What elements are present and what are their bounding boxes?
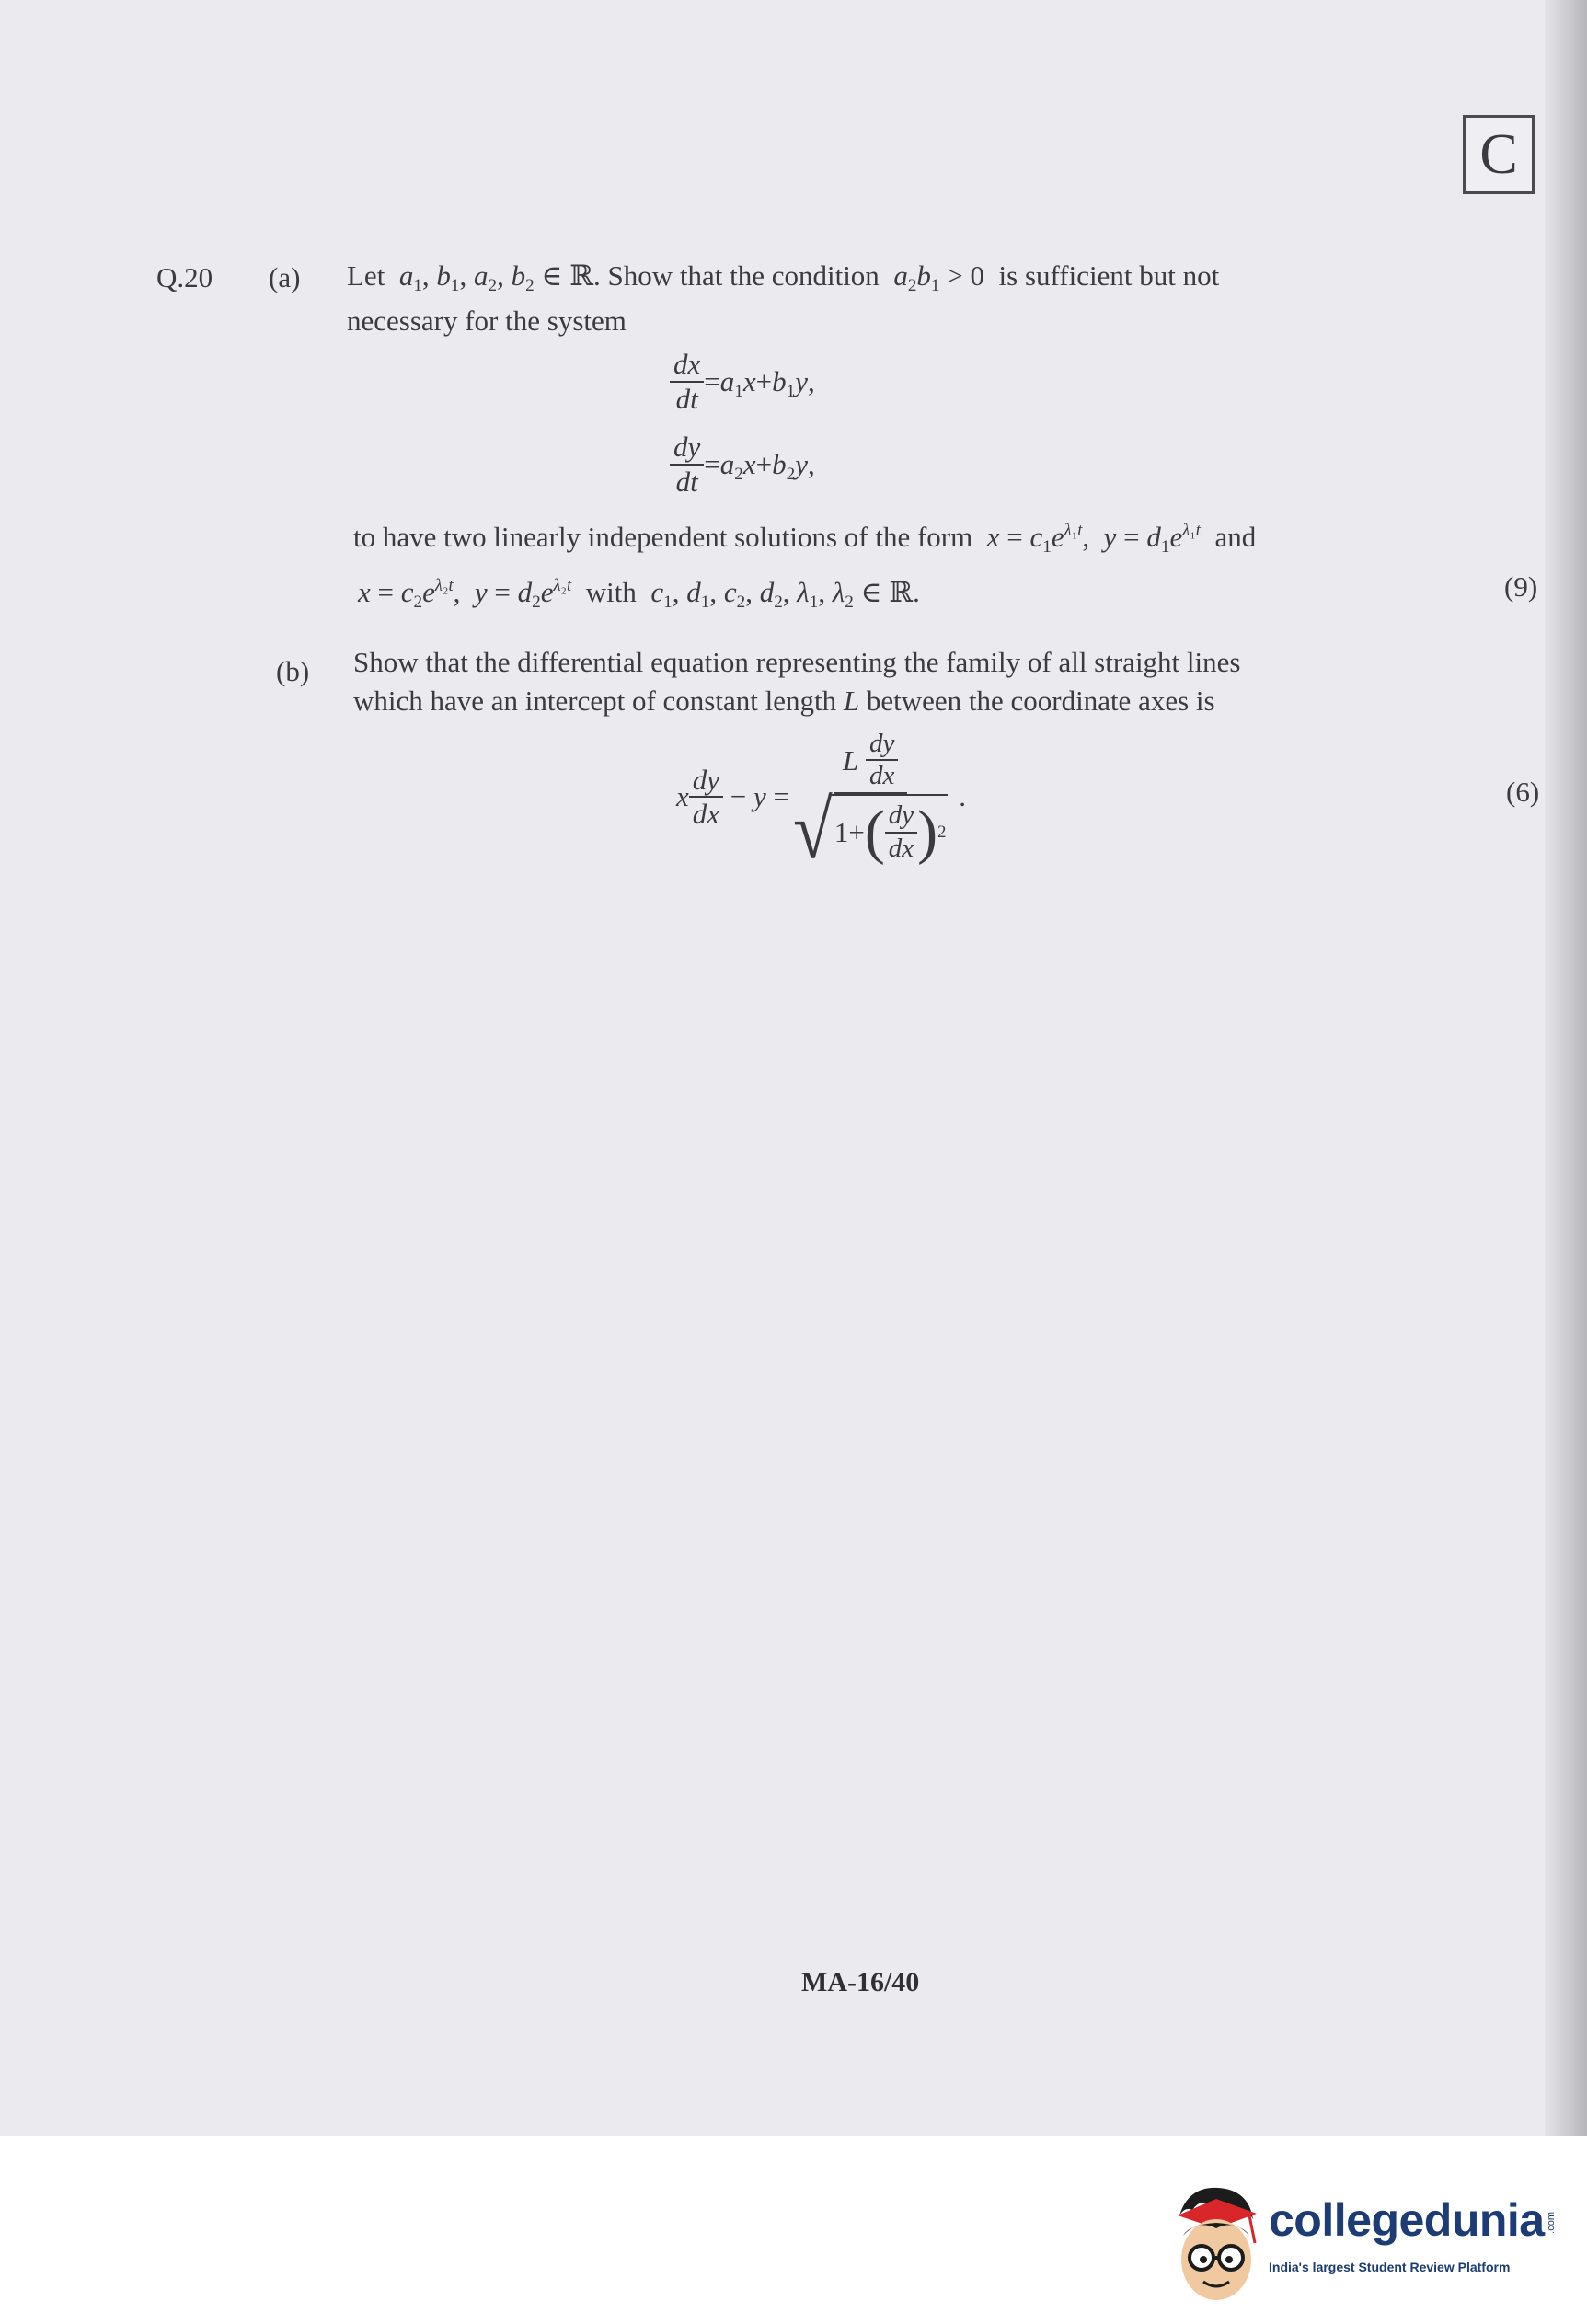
- part-b-length-var: L: [843, 685, 860, 717]
- part-b-label: (b): [276, 655, 310, 687]
- part-b-line-2: [353, 685, 1215, 718]
- part-b-marks: (6): [1506, 776, 1540, 808]
- part-a-line-2: necessary for the system: [347, 305, 627, 337]
- part-a-and: and: [1214, 521, 1257, 553]
- part-b-line-1: Show that the differential equation representing the family of all straight lines: [353, 646, 1241, 678]
- differential-equation: x $\frac{dy}{dx}$ − y = L $\frac{dy}{dx}$ √ 1+ ( $\frac{dy}{dx}$ ) 2 .: [676, 729, 966, 876]
- part-a-let: Let: [347, 259, 385, 292]
- page-code: MA-16/40: [801, 1967, 920, 1997]
- part-a-line-1: Let $a_1$, $b_1$, $a_2$, $b_2$ ∈ ℝ. Show that the condition $a_2b_1 > 0$ is sufficient but not: [347, 259, 1220, 295]
- collegedunia-logo: [1161, 2179, 1566, 2307]
- part-a-line-4: $x = c_2e^{\lambda_2t}$, $y = d_2e^{\lambda_2t}$ with $c_1$, $d_1$, $c_2$, $d_2$, $\lambda_1$, $\lambda_2$ ∈ ℝ.: [358, 575, 920, 612]
- part-a-show-condition: . Show that the condition: [592, 259, 880, 292]
- system-equation-2: $\frac{dy}{dt}$ $=a_2x+b_2y$,: [670, 431, 815, 498]
- brand-name: collegedunia: [1269, 2194, 1545, 2246]
- brand-tld: .com: [1546, 2212, 1557, 2234]
- system-equation-1: $\frac{dx}{dt}$ $=a_1x+b_1y$,: [670, 348, 815, 415]
- part-b-intercept-text: which have an intercept of constant length: [353, 685, 837, 717]
- part-a-with: with: [585, 576, 637, 608]
- question-number: Q.20: [156, 261, 213, 293]
- part-a-line-3: to have two linearly independent solutions of the form $x = c_1e^{\lambda_1t}$, $y = d_1e^{\lambda_1t}$ and: [353, 520, 1257, 557]
- part-a-sufficient: is sufficient but not: [998, 259, 1220, 292]
- rhs-fraction: L $\frac{dy}{dx}$ √ 1+ ( $\frac{dy}{dx}$ ) 2: [793, 729, 947, 876]
- mascot-face-icon: [1161, 2179, 1270, 2307]
- part-a-label: (a): [269, 261, 301, 293]
- scan-shadow-edge: [1545, 0, 1587, 2136]
- set-label: C: [1479, 122, 1518, 186]
- brand-tagline: India's largest Student Review Platform: [1269, 2260, 1511, 2274]
- part-a-marks: (9): [1504, 570, 1538, 603]
- part-a-solutions-text: to have two linearly independent solutions of the form: [353, 521, 973, 553]
- question-set-box: [1463, 115, 1535, 194]
- part-b-axes-text: between the coordinate axes is: [866, 685, 1215, 717]
